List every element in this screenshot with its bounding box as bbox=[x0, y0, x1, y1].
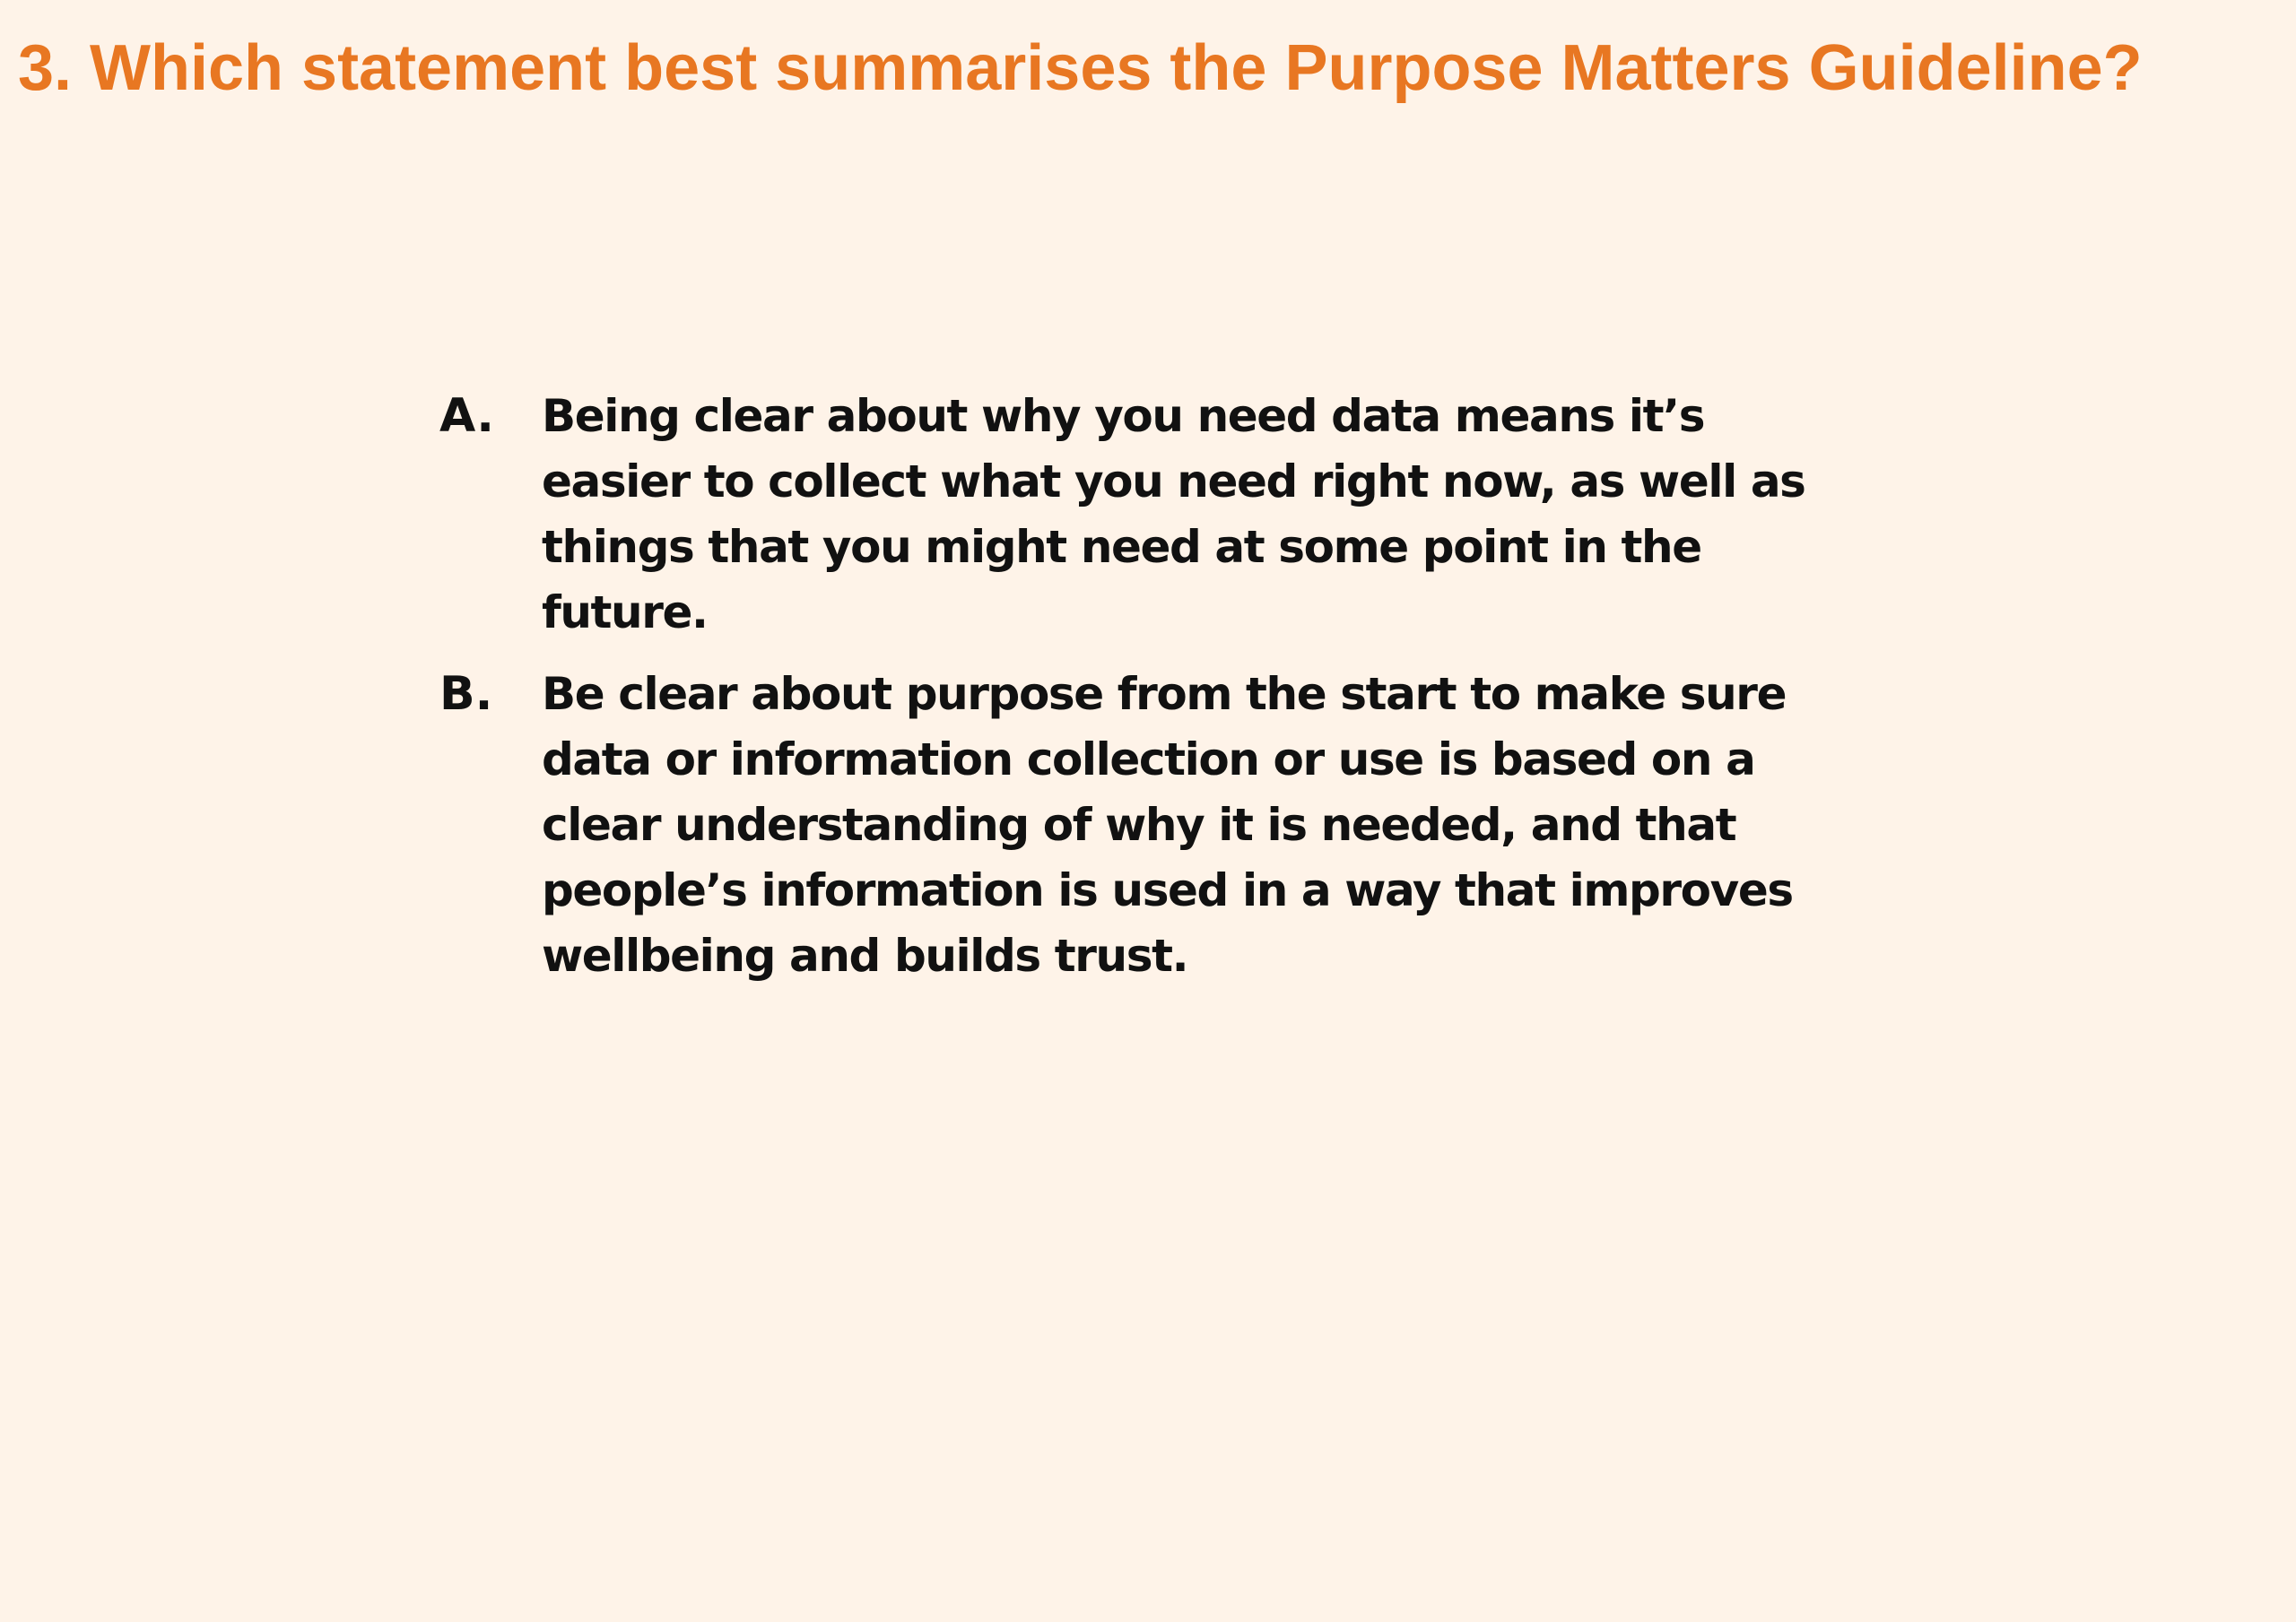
answer-option-a[interactable] bbox=[439, 384, 1839, 646]
option-a-letter: A. bbox=[439, 389, 494, 443]
option-a-text: Being clear about why you need data means it’s easier to collect what you need right now, as well as things that you might need at some point in the future. bbox=[542, 390, 1805, 638]
answer-options-list bbox=[439, 384, 1839, 1005]
option-b-text: Be clear about purpose from the start to make sure data or information collection or use is based on a clear understanding of why it is needed, and that people’s information is used in a way that improves wellbeing and builds trust. bbox=[542, 668, 1793, 982]
question-title: 3. Which statement best summarises the Purpose Matters Guideline? bbox=[18, 32, 2143, 104]
option-b-letter: B. bbox=[439, 667, 493, 721]
answer-option-b[interactable] bbox=[439, 662, 1839, 989]
